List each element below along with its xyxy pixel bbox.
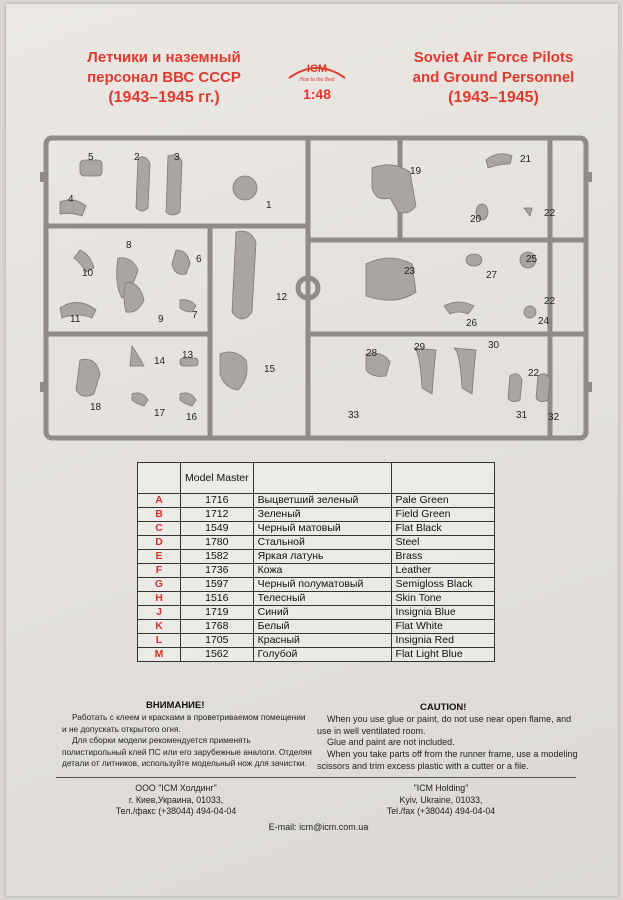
icm-logo (285, 56, 349, 84)
part-number-label: 12 (276, 292, 288, 303)
warning-title-russian: ВНИМАНИЕ! (146, 700, 205, 711)
header-code (138, 463, 181, 494)
paint-row (138, 620, 495, 634)
paint-name-russian: Голубой (253, 648, 391, 662)
part-number-label: 3 (174, 152, 180, 163)
part-number-label: 6 (196, 254, 202, 265)
address-ru-line-3: Тел./факс (+38044) 494-04-04 (115, 806, 237, 816)
warning-text-english (317, 714, 579, 773)
warning-en-paragraph-2: Glue and paint are not included. (327, 737, 455, 748)
address-en-line-1: "ICM Holding" (413, 783, 469, 793)
warning-text-russian (62, 712, 312, 770)
paint-name-russian: Яркая латунь (253, 550, 391, 564)
divider (56, 777, 576, 778)
paint-name-russian: Синий (253, 606, 391, 620)
part-number-label: 25 (526, 254, 538, 265)
paint-name-english: Insignia Blue (391, 606, 494, 620)
paint-code: H (138, 592, 181, 606)
address-en-line-3: Tel./fax (+38044) 494-04-04 (386, 806, 496, 816)
model-master-number: 1768 (181, 620, 254, 634)
part-number-label: 10 (82, 268, 94, 279)
paint-row (138, 550, 495, 564)
part-number-label: 7 (192, 310, 198, 321)
paint-row (138, 536, 495, 550)
part-number-label: 15 (264, 364, 276, 375)
paint-name-english: Insignia Red (391, 634, 494, 648)
paint-code: G (138, 578, 181, 592)
paint-name-english: Semigloss Black (391, 578, 494, 592)
part-number-label: 4 (68, 194, 74, 205)
paint-name-english: Steel (391, 536, 494, 550)
model-master-number: 1780 (181, 536, 254, 550)
title-ru-line-2: персонал ВВС СССР (87, 69, 241, 86)
part-number-label: 1 (266, 200, 272, 211)
title-ru-line-3: (1943–1945 гг.) (108, 89, 220, 106)
paint-code: K (138, 620, 181, 634)
warning-en-paragraph-3: When you take parts off from the runner frame, use a modeling scissors and trim excess plastic with a cutter or a file. (317, 749, 578, 771)
warning-title-english: CAUTION! (420, 702, 467, 713)
address-english (366, 783, 516, 818)
warning-ru-paragraph-2: Для сборки модели рекомендуется применять полистирольный клей ПС или его зарубежные аналоги. Отделяя детали от литников, используйте модельный нож для зачистки. (62, 735, 312, 768)
paint-name-russian: Стальной (253, 536, 391, 550)
paint-name-russian: Красный (253, 634, 391, 648)
part-number-label: 31 (516, 410, 528, 421)
title-ru-line-1: Летчики и наземный (87, 49, 241, 66)
part-number-label: 19 (410, 166, 422, 177)
part-number-label: 17 (154, 408, 166, 419)
address-ru-line-1: ООО "ICM Холдинг" (135, 783, 217, 793)
title-en-line-3: (1943–1945) (448, 89, 539, 106)
title-english (381, 48, 606, 108)
part-number-label: 30 (488, 340, 500, 351)
part-number-label: 32 (548, 412, 560, 423)
part-number-label: 22 (544, 208, 556, 219)
model-master-number: 1736 (181, 564, 254, 578)
part-number-label: 28 (366, 348, 378, 359)
paint-name-english: Pale Green (391, 494, 494, 508)
paint-row (138, 648, 495, 662)
title-en-line-2: and Ground Personnel (412, 69, 575, 86)
paint-code: J (138, 606, 181, 620)
paint-row (138, 634, 495, 648)
part-number-label: 11 (70, 314, 81, 325)
model-master-number: 1719 (181, 606, 254, 620)
warning-ru-paragraph-1: Работать с клеем и красками в проветриваемом помещении и не допускать открытого огня. (62, 712, 306, 734)
part-number-label: 9 (158, 314, 164, 325)
paint-row (138, 578, 495, 592)
paint-name-russian: Белый (253, 620, 391, 634)
part-number-label: 5 (88, 152, 94, 163)
instruction-sheet (6, 4, 618, 896)
paint-name-english: Skin Tone (391, 592, 494, 606)
sprue-diagram (40, 132, 592, 444)
part-number-label: 22 (544, 296, 556, 307)
paint-table-header-row (138, 463, 495, 494)
title-russian (54, 48, 274, 108)
part-number-label: 14 (154, 356, 166, 367)
email-contact[interactable]: E-mail: icm@icm.com.ua (268, 822, 369, 832)
paint-name-english: Flat Black (391, 522, 494, 536)
model-master-number: 1705 (181, 634, 254, 648)
paint-name-russian: Выцветший зеленый (253, 494, 391, 508)
paint-name-english: Flat Light Blue (391, 648, 494, 662)
paint-code: A (138, 494, 181, 508)
paint-code: B (138, 508, 181, 522)
model-master-number: 1597 (181, 578, 254, 592)
title-en-line-1: Soviet Air Force Pilots (413, 49, 574, 66)
part-number-label: 13 (182, 350, 194, 361)
part-number-label: 33 (348, 410, 360, 421)
header-model-master: Model Master (181, 463, 254, 494)
part-number-label: 21 (520, 154, 532, 165)
part-number-label: 16 (186, 412, 198, 423)
paint-row (138, 564, 495, 578)
address-russian (106, 783, 246, 818)
model-master-number: 1549 (181, 522, 254, 536)
address-ru-line-2: г. Киев,Украина, 01033, (128, 794, 224, 805)
part-number-label: 26 (466, 318, 478, 329)
part-number-label: 27 (486, 270, 498, 281)
address-en-line-2: Kyiv, Ukraine, 01033, (399, 794, 483, 805)
model-master-number: 1582 (181, 550, 254, 564)
part-number-label: 24 (538, 316, 550, 327)
paint-name-english: Field Green (391, 508, 494, 522)
svg-text:ICM: ICM (306, 63, 328, 75)
paint-row (138, 592, 495, 606)
paint-row (138, 606, 495, 620)
paint-name-russian: Черный матовый (253, 522, 391, 536)
model-master-number: 1562 (181, 648, 254, 662)
scale-label: 1:48 (302, 86, 332, 102)
header-english (391, 463, 494, 494)
warning-en-paragraph-1: When you use glue or paint, do not use near open flame, and use in well ventilated room. (317, 714, 572, 736)
part-number-label: 2 (134, 152, 140, 163)
paint-name-russian: Кожа (253, 564, 391, 578)
paint-row (138, 494, 495, 508)
part-number-label: 29 (414, 342, 426, 353)
paint-code: E (138, 550, 181, 564)
part-number-label: 18 (90, 402, 102, 413)
svg-text:How to the Best: How to the Best (299, 77, 335, 83)
paint-code: F (138, 564, 181, 578)
paint-name-russian: Черный полуматовый (253, 578, 391, 592)
paint-name-russian: Зеленый (253, 508, 391, 522)
model-master-number: 1716 (181, 494, 254, 508)
header-russian (253, 463, 391, 494)
part-number-label: 8 (126, 240, 132, 251)
paint-code: D (138, 536, 181, 550)
part-number-label: 23 (404, 266, 416, 277)
sprue-frame (40, 132, 592, 444)
paint-code: L (138, 634, 181, 648)
paint-code: M (138, 648, 181, 662)
model-master-number: 1516 (181, 592, 254, 606)
paint-row (138, 522, 495, 536)
paint-row (138, 508, 495, 522)
paint-code: C (138, 522, 181, 536)
model-master-number: 1712 (181, 508, 254, 522)
part-number-label: 20 (470, 214, 482, 225)
paint-name-english: Brass (391, 550, 494, 564)
paint-name-russian: Телесный (253, 592, 391, 606)
paint-name-english: Leather (391, 564, 494, 578)
paint-name-english: Flat White (391, 620, 494, 634)
paint-table (137, 462, 495, 662)
part-number-label: 22 (528, 368, 540, 379)
